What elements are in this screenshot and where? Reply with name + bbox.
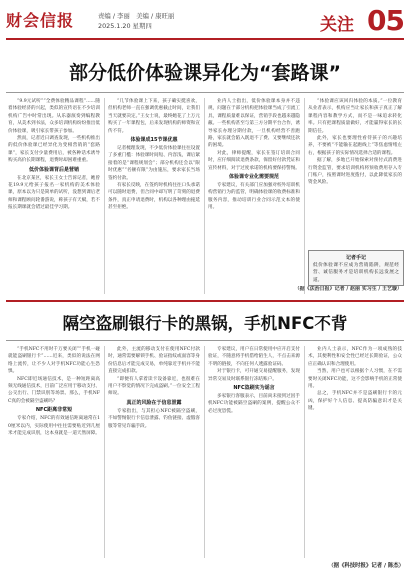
subhead: 体验课成15节课优惠	[130, 137, 178, 144]
article2-column-3	[208, 346, 300, 558]
paragraph: 当然，用户也可以根据个人习惯，在不需要时关闭NFC功能，这不会影响手机的正常使用。	[308, 369, 402, 390]
paragraph: “几节体验课上下来，孩子确实挺喜欢，但机构老师一直在强调优惠截止时间，让我们当天就要决定。”王女士说，最终她花了上万元购买了一年课程包，后来发现机构的师资和宣传不符。	[108, 99, 200, 134]
paragraph: 多家银行客服表示，目前尚未接到过因手机NFC功能被隔空盗刷的案例，提醒公众不必过度恐慌。	[208, 394, 300, 414]
masthead-rule	[6, 38, 404, 40]
article2-column-4	[308, 346, 402, 546]
article1-column-4	[308, 98, 402, 248]
issue-date: 2025.1.20 星期四	[98, 22, 152, 30]
box-title: 记者手记	[345, 255, 366, 261]
page-number: 05	[367, 4, 404, 37]
article2-byline: （据《科技时报》记者 / 陈杰）	[328, 563, 404, 569]
paragraph: 记者梳理发现，不少低价体验课往往设置了多重门槛：体验课时间短、内容浅，课后紧接着的是“课程规划会”；部分机构还会以“限时优惠”“名额有限”为由施压，要求家长当场签约付款。	[108, 146, 200, 181]
article2-column-2	[108, 346, 200, 558]
column-divider	[104, 98, 105, 294]
paragraph: 专家介绍，NFC的有效通信距离通常在10厘米以内，实际使用中往往需要贴近到几厘米才能完成识别，这本身就是一道天然屏障。	[8, 416, 100, 437]
article-separator	[6, 300, 404, 302]
paragraph: NFC即近场通信技术，是一种短距离高频无线通信技术，目前广泛应用于移动支付、公交出行、门禁识别等场景。那么，手机NFC真的会被隔空盗刷吗？	[8, 376, 100, 404]
subhead: NFC距离非常短	[35, 407, 73, 414]
paragraph: “即便有人拿着读卡设备靠近，也很难在用户不察觉的情况下完成盗刷。”一位安全工程师说。	[108, 376, 200, 397]
article1-headline: 部分低价体验课异化为“套路课”	[69, 62, 341, 84]
section-name: 关注	[320, 15, 354, 35]
article2-column-1	[8, 346, 100, 558]
paragraph: 此外，主流的移动支付在使用NFC付款时，通常需要解锁手机、验证指纹或面容等身份信息后才能完成交易，单纯靠近手机并不能直接完成扣款。	[108, 347, 200, 375]
article1-column-3	[208, 98, 300, 294]
subhead: 真正的风险在于信息泄露	[126, 399, 182, 406]
article1-byline: （据《法治日报》记者 / 赵丽 实习生 / 王艺璇）	[294, 286, 402, 292]
column-divider	[104, 346, 105, 558]
article1-byline-wrap	[208, 286, 402, 296]
subhead: 低价体验课背后是营销	[28, 166, 79, 173]
paragraph: “9.9元试听”“全费体验精品课程”……随着体验经济的兴起，类似的宣传语在不少培训机构广告中时常出现。从乐器演奏到编程教育，从美术到书法，众多培训机构纷纷推出低价体验课，吸引家长带孩子参加。	[8, 99, 100, 134]
subhead: NFC盗刷实为谣言	[233, 385, 275, 392]
paragraph: 在北京某区，家长王女士告诉记者，她曾花19.9元给孩子报名一家机构的美术体验课，原本以为只是简单的试听，没想到课后老师和课程顾问轮番游说，称孩子有天赋，若不报长期课就会错过最佳学习期。	[8, 175, 100, 211]
subhead: 体验课专业化需要规范	[228, 174, 279, 181]
paragraph: “体验课应该回归体验的本质。”一位教育从业者表示，机构应当让家长和孩子真正了解课程内容和教学方式，而不是一味追求转化率。只有把课程质量做好，才能赢得家长的长期信任。	[308, 99, 402, 134]
article2-top-rule	[6, 340, 404, 341]
newspaper-logo: 财会信报	[6, 11, 75, 30]
article1-column-2	[108, 98, 200, 294]
column-divider	[304, 346, 305, 558]
reporter-notes-box	[308, 250, 404, 286]
column-divider	[204, 346, 205, 558]
paragraph: 业内人士指出，低价体验课本身并不违规，问题在于部分机构把体验课当成了引流工具，课程质量难以保证，营销手段也越来越隐蔽。一些机构甚至与第三方分期平台合作，诱导家长办理分期付款，一旦机构经营不善跑路，家长就会陷入既退不了费、又要继续还款的困境。	[208, 99, 300, 149]
paragraph: 总之，手机NFC并不是盗刷银行卡的元凶，保护好个人信息、提高防骗意识才是关键。	[308, 391, 402, 412]
paragraph: 此外，家长也要理性看待孩子的兴趣培养，不要被“不能输在起跑线上”等焦虑情绪左右，根据孩子的实际情况选择合适的课程。	[308, 136, 402, 156]
paragraph: 业内人士表示，NFC作为一项成熟的技术，其便利性和安全性已经过长期验证，公众应正确认识和合理使用。	[308, 347, 402, 367]
column-divider	[204, 98, 205, 294]
column-divider	[304, 98, 305, 294]
paragraph: “手机NFC不用时千万要关闭”“手机一碰就能盗刷银行卡”……近来，类似的说法在网络上流传，让不少人对手机NFC功能心生恐惧。	[8, 347, 100, 375]
article2-headline: 隔空盗刷银行卡的黑锅，手机NFC不背	[62, 314, 348, 333]
editor-credits: 责编 / 李丽 美编 / 康旺丽	[98, 12, 175, 20]
paragraph: 专家建议，有关部门应加强对校外培训机构营销行为的监管，明确体验课的收费标准和服务内容，推动培训行业合同示范文本的使用。	[208, 183, 300, 211]
paragraph: 有家长反映，在签约时机构往往口头承诺可以随时退费，但合同中却写明了苛刻的退费条件，真正申请退费时，机构以各种理由拖延甚至拒绝。	[108, 183, 200, 211]
masthead	[6, 6, 404, 36]
paragraph: 专家建议，用户在日常使用中应开启支付验证，不随意将手机借给陌生人，不点击来源不明的链接，不向任何人透露验证码。	[208, 347, 300, 367]
article1-top-rule	[6, 92, 404, 93]
paragraph: 对此，律师提醒，家长在签订培训合同时，应仔细阅读退费条款，保留好付款凭证和宣传材料，对于过度承诺的机构要保持警惕。	[208, 150, 300, 171]
paragraph: 据了解，多地已开始探索对预付式消费进行资金监管，要求培训机构将预收费用存入专门账户，按照课时进度拨付，以此降低家长的资金风险。	[308, 158, 402, 186]
paragraph: 专家指出，与其担心NFC被隔空盗刷，不如警惕银行卡信息泄露、钓鱼链接、虚假客服等常见诈骗手段。	[108, 408, 200, 429]
paragraph: 对于银行卡，可开通交易提醒服务，发现异常交易及时联系银行冻结账户。	[208, 369, 300, 382]
paragraph: 然而，记者近日调查发现，一些机构推出的低价体验课已经异化为变相营销的“套路课”，家长支付少量费用后，被各种话术诱导购买高价长期课程，退费时却困难重重。	[8, 136, 100, 164]
article1-column-1	[8, 98, 100, 294]
box-body: 低价体验课不应成为营销陷阱，规范经营、诚信服务才是培训机构长远发展之道。	[313, 263, 399, 283]
